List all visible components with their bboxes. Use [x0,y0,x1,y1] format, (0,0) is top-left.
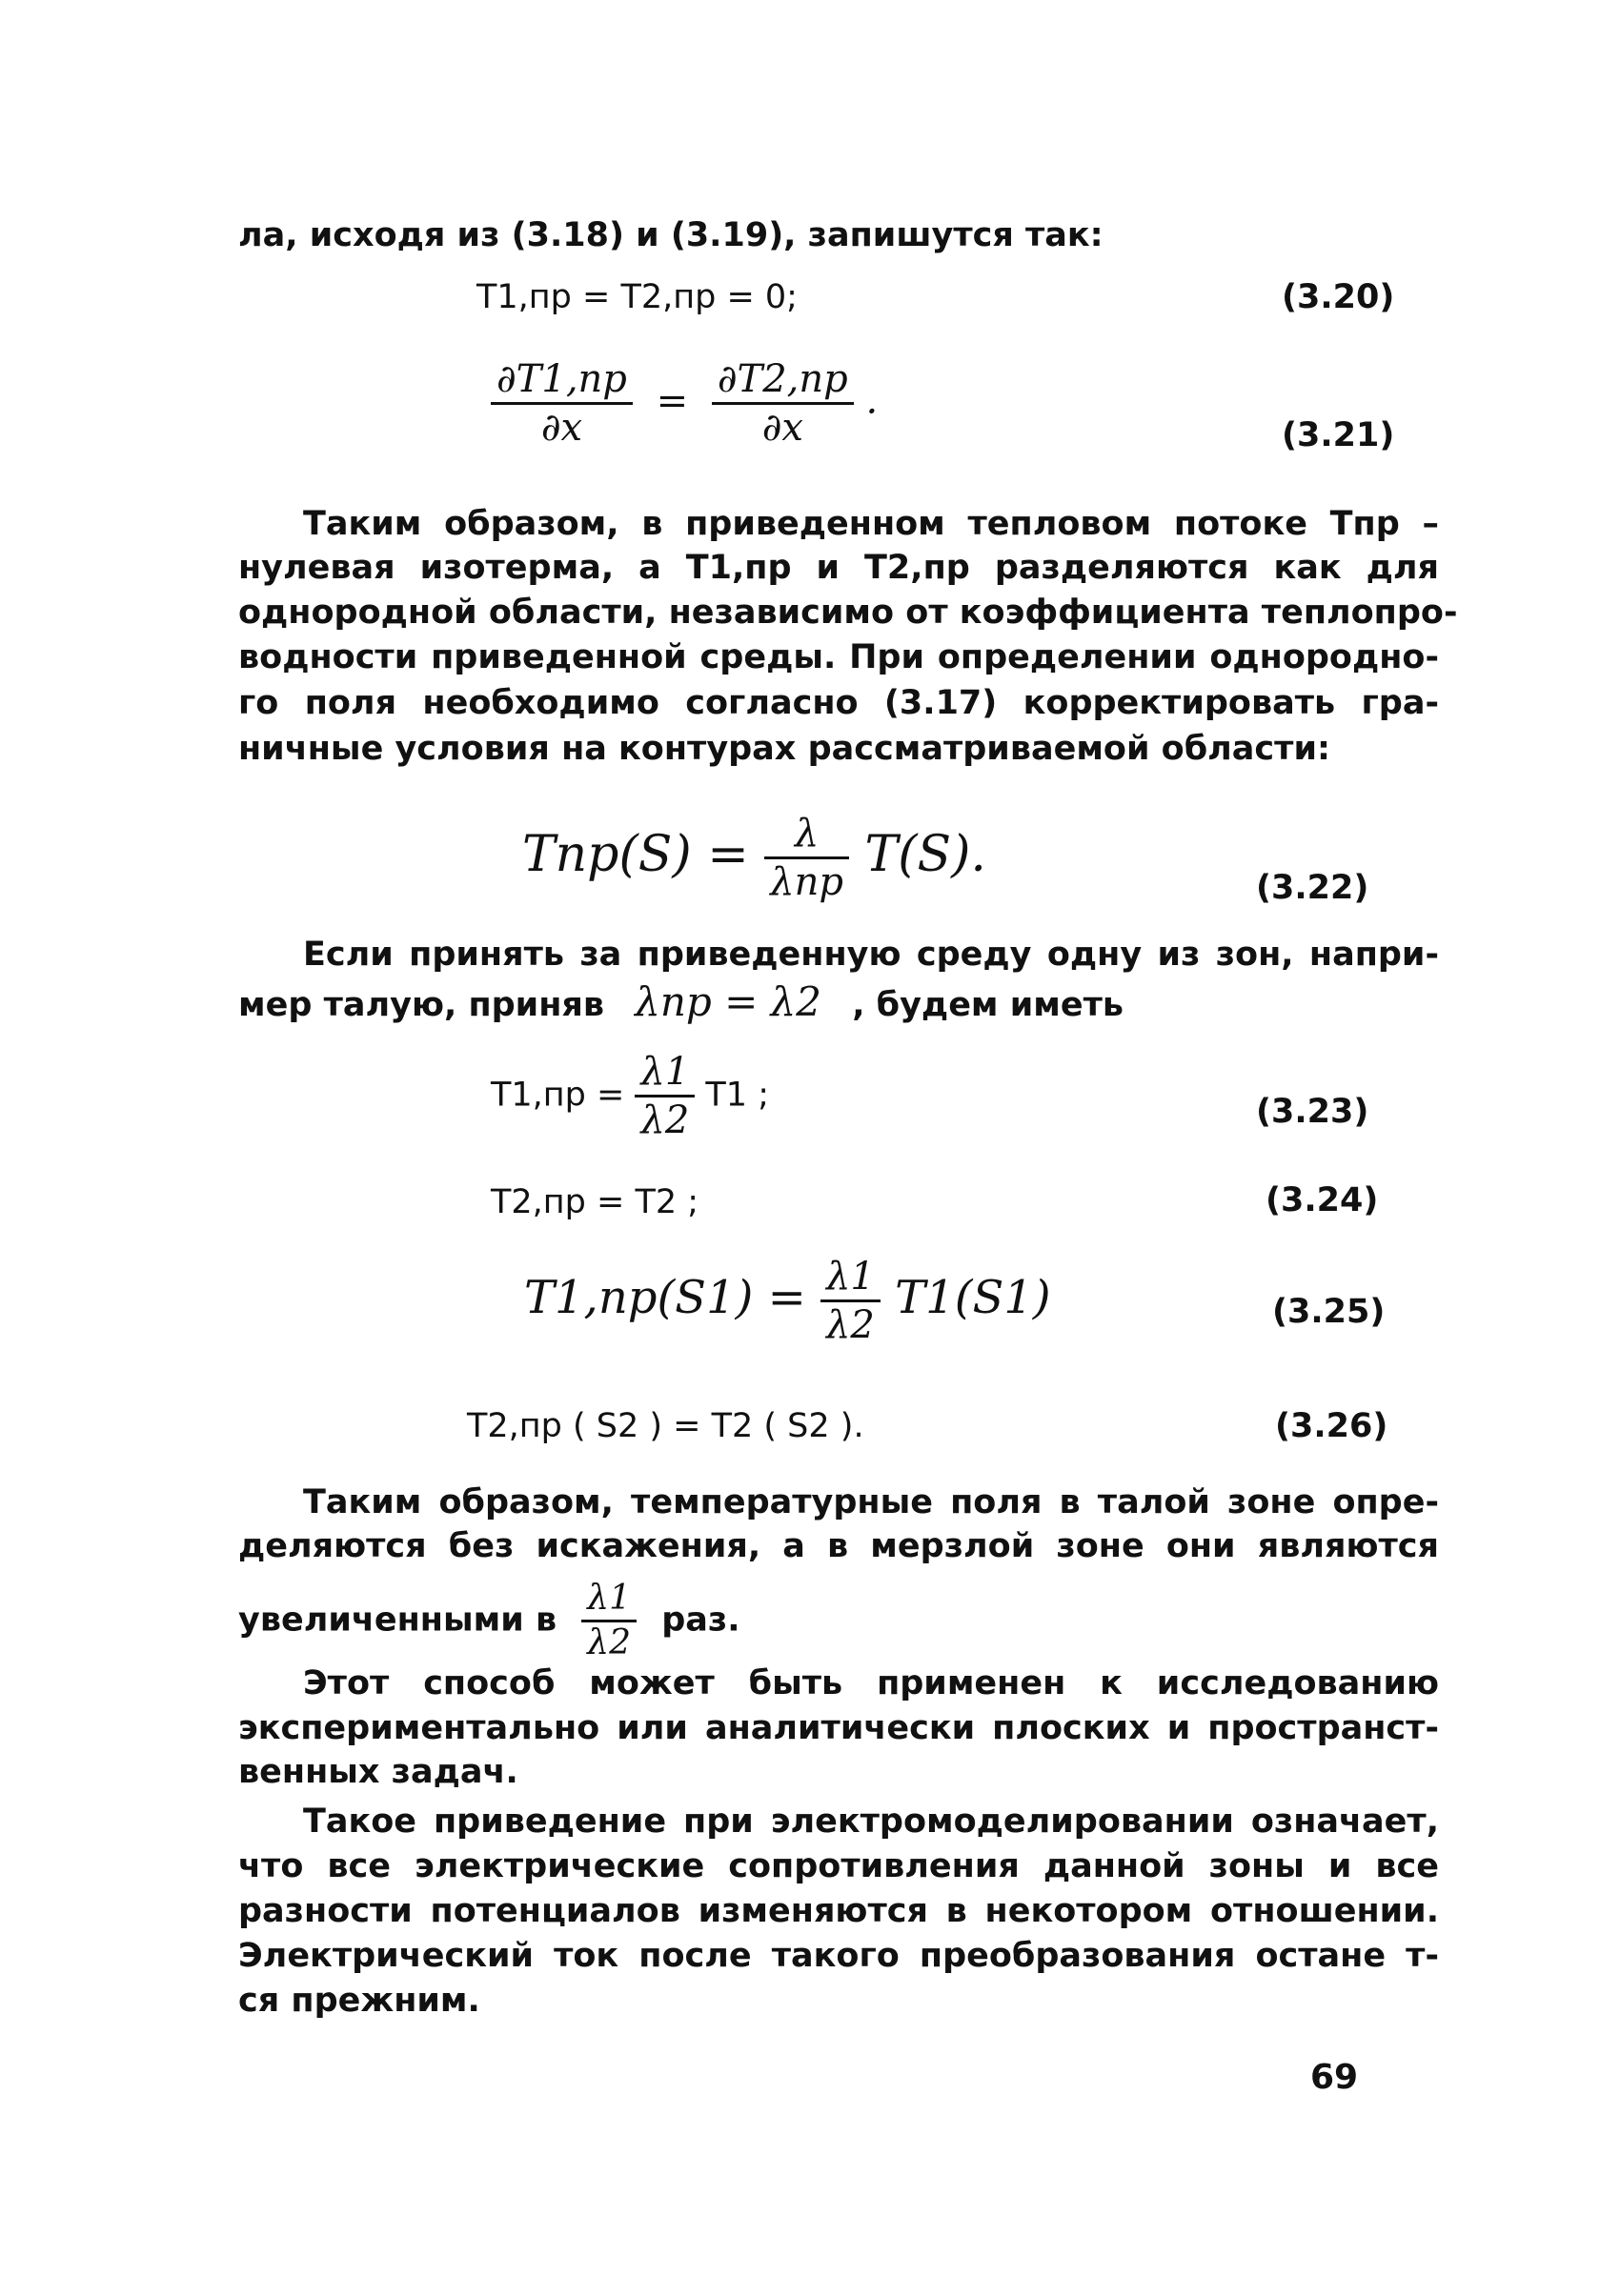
inline-formula: λпр = λ2 [635,978,821,1025]
fraction-denominator: λ2 [640,1098,690,1142]
text-line: го поля необходимо согласно (3.17) корректировать гра- [238,684,1439,722]
equation-number: (3.22) [1256,869,1369,907]
fraction [635,1050,695,1142]
fraction-denominator: ∂x [761,406,803,450]
fraction-numerator: λ1 [581,1581,637,1622]
equation-left: Тпр(S) = [522,826,749,883]
equation-3-24: Т2,пр = Т2 ; [491,1183,699,1221]
text-line: Электрический ток после такого преобразования остане т- [238,1937,1439,1975]
equation-right: Т1(S1) [895,1271,1051,1324]
text-fragment: увеличенными в [238,1601,557,1640]
fraction-denominator: λпр [770,860,844,904]
text-line: Таким образом, в приведенном тепловом потоке Тпр – [303,505,1439,543]
fraction-numerator: λ1 [635,1053,695,1098]
text-line: ся прежним. [238,1982,480,2020]
fraction-numerator: λ [764,815,849,859]
text-fragment: , будем иметь [852,986,1124,1024]
equation-number: (3.23) [1256,1093,1369,1131]
text-line: нулевая изотерма, а Т1,пр и Т2,пр разделяются как для [238,549,1439,587]
equation-right: Т(S). [864,826,986,883]
equation-number: (3.25) [1272,1293,1386,1331]
equation-number: (3.20) [1282,278,1395,316]
equation-number: (3.21) [1282,416,1395,454]
equation-3-23 [491,1050,769,1142]
equation-3-25 [524,1255,1051,1347]
text-line: ла, исходя из (3.18) и (3.19), запишутся так: [238,216,1104,254]
equation-3-21: $\frac{\partial Т1,пр}{\partial x}$ = $\frac{\partial Т2,пр}{\partial x}$ . [491,360,878,447]
text-line: экспериментально или аналитически плоских и пространст- [238,1709,1439,1747]
fraction-denominator: λ2 [587,1623,632,1662]
text-fragment: мер талую, приняв [238,986,605,1024]
equation-3-20: Т1,пр = Т2,пр = 0; [476,278,798,316]
fraction-numerator: ∂Т1,пр [491,360,633,405]
equation-right: Т1 ; [705,1076,769,1115]
page-number: 69 [1310,2058,1359,2097]
fraction [764,812,849,904]
text-line: водности приведенной среды. При определении однородно- [238,638,1439,676]
fraction [712,357,854,450]
text-line: Если принять за приведенную среду одну из зон, напри- [303,936,1439,974]
text-line [238,978,1124,1026]
text-line: что все электрические сопротивления данной зоны и все [238,1847,1439,1885]
text-line: однородной области, независимо от коэффициента теплопро- [238,594,1458,632]
text-line: деляются без искажения, а в мерзлой зоне они являются [238,1527,1439,1565]
equation-number: (3.26) [1275,1407,1388,1445]
equation-left: Т1,пр = [491,1076,625,1115]
fraction [820,1255,881,1347]
text-line: венных задач. [238,1753,518,1791]
text-line: разности потенциалов изменяются в некотором отношении. [238,1892,1439,1930]
fraction-denominator: λ2 [826,1303,875,1347]
equation-number: (3.24) [1266,1181,1379,1219]
text-line: Такое приведение при электромоделировании означает, [303,1803,1439,1841]
fraction-denominator: ∂x [540,406,583,450]
fraction [491,357,633,450]
fraction-numerator: ∂Т2,пр [712,360,854,405]
text-line: Таким образом, температурные поля в талой зоне опре- [303,1483,1439,1521]
fraction [581,1581,637,1661]
text-line: Этот способ может быть применен к исследованию [303,1664,1439,1702]
text-line: ничные условия на контурах рассматриваемой области: [238,730,1330,768]
equation-3-26: Т2,пр ( S2 ) = Т2 ( S2 ). [467,1407,864,1445]
text-fragment: раз. [661,1601,740,1640]
equation-left: Т1,пр(S1) = [524,1271,806,1324]
equation-3-22 [522,812,986,904]
text-line [238,1581,740,1661]
fraction-numerator: λ1 [820,1258,881,1302]
